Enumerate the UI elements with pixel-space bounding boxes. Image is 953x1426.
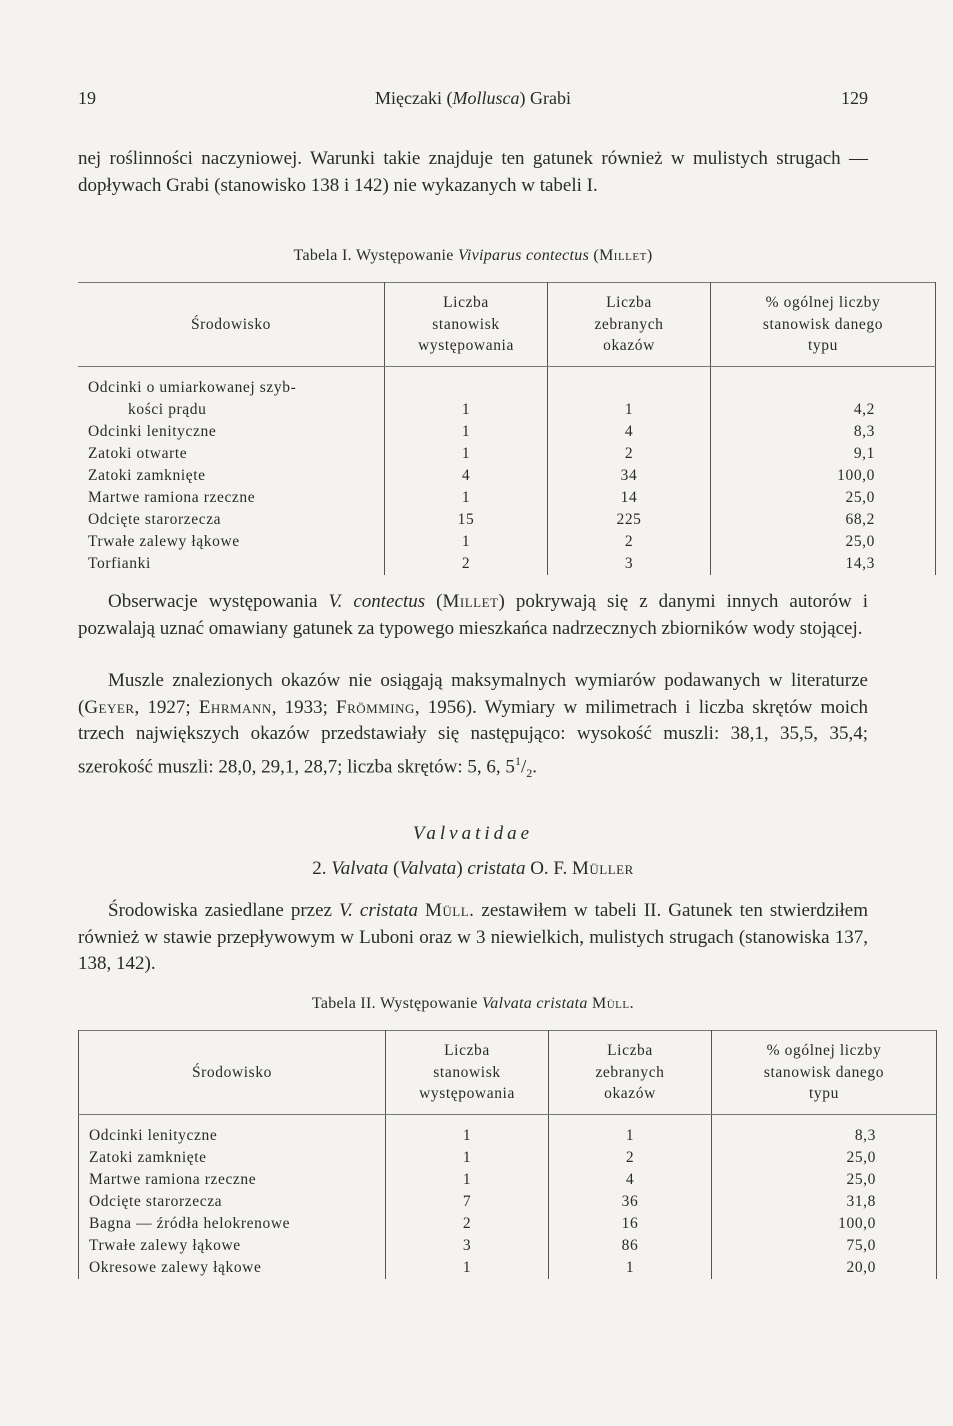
table1-header-specimens-line3: okazów <box>603 337 655 355</box>
table1-cell-percent: 8,3 <box>711 421 936 443</box>
table1-cell-specimens: 14 <box>548 487 711 509</box>
table-row <box>78 421 936 443</box>
text-run: , 1927; <box>134 696 199 718</box>
family-heading: Valvatidae <box>412 823 534 844</box>
table2-cell-env: Odcięte starorzecza <box>79 1191 386 1213</box>
table2-cell-specimens: 2 <box>549 1147 712 1169</box>
table2-header-specimens <box>549 1031 712 1115</box>
species-number: 2. <box>312 858 332 879</box>
table2-caption-taxon: Valvata cristata <box>481 995 588 1012</box>
page-number: 129 <box>841 88 868 108</box>
table1-header-sites-line3: występowania <box>418 337 514 355</box>
table-row <box>78 443 936 465</box>
species-subgenus: Valvata <box>399 858 457 879</box>
table1-header-sites-line1: Liczba <box>443 294 489 312</box>
table1-cell-specimens: 1 <box>548 377 711 421</box>
author-name: Frömming <box>336 696 415 718</box>
table2-cell-env: Odcinki lenityczne <box>79 1125 386 1147</box>
table1-cell-sites: 4 <box>385 465 548 487</box>
table1-cell-percent: 68,2 <box>711 509 936 531</box>
table1-cell-percent: 4,2 <box>711 377 936 421</box>
table-row <box>79 1125 937 1147</box>
table-row <box>79 1191 937 1213</box>
table1-header-percent-line3: typu <box>808 337 838 355</box>
fraction-numerator: 1 <box>514 753 521 768</box>
table1-caption <box>78 247 868 265</box>
table1-cell-specimens: 3 <box>548 553 711 575</box>
table1-cell-env: Zatoki otwarte <box>88 445 188 462</box>
env-line: kości prądu <box>128 401 207 418</box>
table2-header-sites <box>386 1031 549 1115</box>
table1-cell-specimens: 2 <box>548 531 711 553</box>
table2-cell-percent: 100,0 <box>712 1213 937 1235</box>
table2-cell-specimens: 4 <box>549 1169 712 1191</box>
table2-cell-env: Okresowe zalewy łąkowe <box>79 1257 386 1279</box>
table1-header-specimens-line2: zebranych <box>594 315 664 333</box>
table-row <box>79 1235 937 1257</box>
author-name: Müll. <box>425 900 475 921</box>
species-author-initials: O. F. <box>525 858 572 879</box>
table2-cell-percent: 31,8 <box>712 1191 937 1213</box>
text-run: Obserwacje występowania <box>108 591 329 612</box>
species-author: Müller <box>571 858 634 879</box>
table2-cell-sites: 7 <box>386 1191 549 1213</box>
table1-header-percent <box>711 283 936 367</box>
table2-header-sites-line2: stanowisk <box>433 1063 501 1081</box>
paren-close: ) <box>456 858 468 879</box>
running-title-text: Mięczaki ( <box>375 88 453 108</box>
table1-caption-text: Tabela I. Występowanie <box>293 247 458 264</box>
table2-cell-percent: 75,0 <box>712 1235 937 1257</box>
paragraph-shell-dimensions <box>78 668 868 786</box>
table1-header-percent-line2: stanowisk danego <box>762 315 884 333</box>
table2-header-specimens-line1: Liczba <box>607 1042 653 1060</box>
table1-cell-sites: 1 <box>385 443 548 465</box>
table2-header-sites-line3: występowania <box>419 1085 515 1103</box>
table-row <box>78 531 936 553</box>
taxon-name: V. cristata <box>339 900 418 921</box>
table2 <box>78 1030 937 1279</box>
table1-cell-sites: 1 <box>385 377 548 421</box>
table-row <box>79 1213 937 1235</box>
table1-cell-specimens: 225 <box>548 509 711 531</box>
species-epithet: cristata <box>467 858 526 879</box>
table1-header-specimens-line1: Liczba <box>606 294 652 312</box>
taxon-name: V. contectus <box>328 591 426 612</box>
table-row <box>78 509 936 531</box>
table2-caption <box>78 995 868 1013</box>
table1-caption-open: ( <box>589 247 600 264</box>
table2-caption-text: Tabela II. Występowanie <box>311 995 482 1012</box>
table1-cell-specimens: 2 <box>548 443 711 465</box>
table2-cell-sites: 2 <box>386 1213 549 1235</box>
table2-cell-specimens: 16 <box>549 1213 712 1235</box>
table2-header-percent-line2: stanowisk danego <box>763 1063 885 1081</box>
table2-header-specimens-line2: zebranych <box>595 1063 665 1081</box>
table2-cell-env: Zatoki zamknięte <box>79 1147 386 1169</box>
table2-header-percent-line1: % ogólnej liczby <box>766 1042 882 1060</box>
running-title-tail: ) Grabi <box>519 88 571 108</box>
table1-cell-sites: 2 <box>385 553 548 575</box>
table1 <box>78 282 936 575</box>
table-row <box>78 553 936 575</box>
table2-cell-sites: 3 <box>386 1235 549 1257</box>
running-title-taxon: Mollusca <box>452 88 520 108</box>
table1-cell-env: Torfianki <box>88 555 151 572</box>
table-row <box>78 465 936 487</box>
table1-cell-env: Odcięte starorzecza <box>88 511 222 528</box>
author-name: Geyer <box>84 696 135 718</box>
fraction-slash: / <box>520 755 527 777</box>
table2-cell-env: Bagna — źródła helokrenowe <box>79 1213 386 1235</box>
table2-cell-specimens: 1 <box>549 1257 712 1279</box>
table1-cell-sites: 1 <box>385 421 548 443</box>
text-run: Muszle znalezionych okazów nie osiągają maksymalnych wymiarów podawanych w literaturze ( <box>78 670 868 718</box>
text-run: zestawiłem w tabeli II. Gatunek ten stwierdziłem również w stawie przepływowym w Luboni oraz w 3 niewielkich, mulistych strugach (stanowiska 137, 138, 142). <box>78 900 868 974</box>
table1-cell-percent: 25,0 <box>711 531 936 553</box>
table1-cell-percent: 14,3 <box>711 553 936 575</box>
table1-header-specimens <box>548 283 711 367</box>
table1-caption-taxon: Viviparus contectus <box>457 247 590 264</box>
table-row <box>78 487 936 509</box>
env-line: Odcinki o umiarkowanej szyb- <box>88 379 297 396</box>
table1-header-sites <box>385 283 548 367</box>
text-run: , 1956). Wymiary w milimetrach i liczba skrętów moich trzech największych okazów przedstawiały się następująco: wysokość muszli: 38,1, 35,5, 35,4; szerokość muszli: 28,0, 29,1, 28,7; liczba skrętów: 5, 6, 5 <box>78 696 868 777</box>
table2-header-environment: Środowisko <box>79 1031 386 1115</box>
table2-cell-percent: 25,0 <box>712 1169 937 1191</box>
table2-cell-percent: 20,0 <box>712 1257 937 1279</box>
table1-caption-close: ) <box>646 247 653 264</box>
table1-header-environment: Środowisko <box>78 283 385 367</box>
table2-cell-specimens: 36 <box>549 1191 712 1213</box>
table1-cell-specimens: 4 <box>548 421 711 443</box>
table1-cell-sites: 1 <box>385 487 548 509</box>
table2-header-specimens-line3: okazów <box>604 1085 656 1103</box>
table1-cell-env: Trwałe zalewy łąkowe <box>88 533 240 550</box>
table2-cell-sites: 1 <box>386 1147 549 1169</box>
table1-cell-percent: 25,0 <box>711 487 936 509</box>
table2-cell-specimens: 1 <box>549 1125 712 1147</box>
header-left-number: 19 <box>78 88 96 108</box>
text-run: , 1933; <box>271 696 337 718</box>
table2-header-percent-line3: typu <box>809 1085 839 1103</box>
table1-caption-author: Millet <box>599 247 647 264</box>
paragraph-observations <box>78 589 868 642</box>
table1-cell-env: Zatoki zamknięte <box>88 467 206 484</box>
table1-cell-env: Odcinki lenityczne <box>88 423 217 440</box>
author-name: Ehrmann <box>198 696 272 718</box>
table-row <box>79 1169 937 1191</box>
table1-cell-sites: 15 <box>385 509 548 531</box>
paragraph-habitats <box>78 898 868 978</box>
table-row <box>78 377 936 421</box>
table2-cell-sites: 1 <box>386 1125 549 1147</box>
table1-cell-percent: 9,1 <box>711 443 936 465</box>
table2-cell-sites: 1 <box>386 1169 549 1191</box>
table2-header-sites-line1: Liczba <box>444 1042 490 1060</box>
fraction-denominator: 2 <box>526 765 533 780</box>
text-run: Środowiska zasiedlane przez <box>108 900 339 921</box>
table2-cell-specimens: 86 <box>549 1235 712 1257</box>
running-title <box>78 88 868 109</box>
table2-cell-percent: 25,0 <box>712 1147 937 1169</box>
table1-cell-sites: 1 <box>385 531 548 553</box>
table1-cell-percent: 100,0 <box>711 465 936 487</box>
paren-open: ( <box>388 858 400 879</box>
table1-header-sites-line2: stanowisk <box>432 315 500 333</box>
table2-caption-author: Müll. <box>591 995 635 1012</box>
table1-header-percent-line1: % ogólnej liczby <box>765 294 881 312</box>
running-header <box>78 88 868 118</box>
text-run: ( <box>425 591 443 612</box>
table1-cell-env <box>78 377 385 421</box>
table-row <box>79 1147 937 1169</box>
author-name: Millet <box>442 591 499 612</box>
species-heading <box>78 858 868 880</box>
table1-cell-specimens: 34 <box>548 465 711 487</box>
species-genus: Valvata <box>331 858 389 879</box>
table2-cell-env: Martwe ramiona rzeczne <box>79 1169 386 1191</box>
table1-cell-env: Martwe ramiona rzeczne <box>88 489 256 506</box>
table2-header-percent <box>712 1031 937 1115</box>
intro-paragraph: nej roślinności naczyniowej. Warunki takie znajduje ten gatunek również w mulistych strugach — dopływach Grabi (stanowisko 138 i 142) nie wykazanych w tabeli I. <box>78 148 868 196</box>
table2-cell-sites: 1 <box>386 1257 549 1279</box>
text-run <box>418 900 425 921</box>
table2-cell-percent: 8,3 <box>712 1125 937 1147</box>
text-run: ) pokrywają się z danymi innych autorów i pozwalają uznać omawiany gatunek za typowego mieszkańca nadrzecznych zbiorników wody stojącej. <box>78 591 868 639</box>
table2-cell-env: Trwałe zalewy łąkowe <box>79 1235 386 1257</box>
table-row <box>79 1257 937 1279</box>
text-run: . <box>532 755 537 777</box>
